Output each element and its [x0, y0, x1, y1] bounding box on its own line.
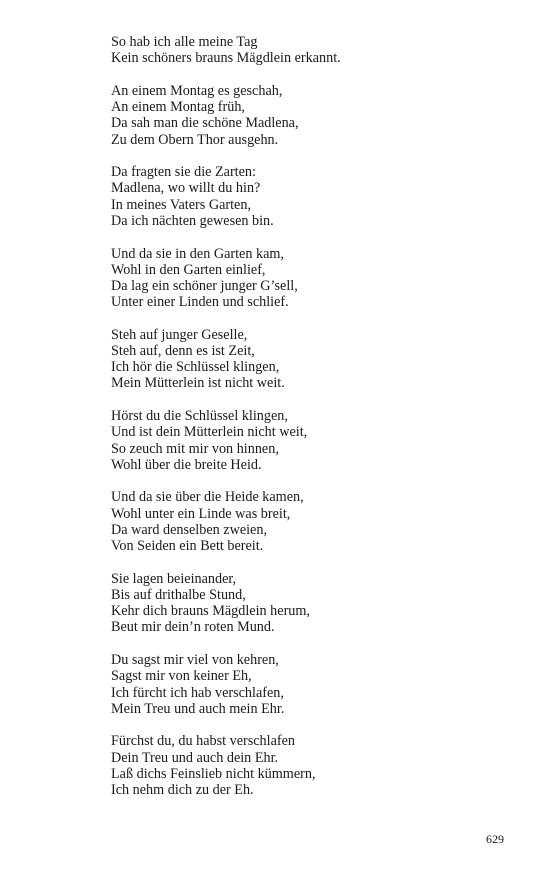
poem-line: Mein Treu und auch mein Ehr. — [111, 700, 285, 717]
poem-line: Wohl über die breite Heid. — [111, 456, 262, 473]
poem-line: Sagst mir von keiner Eh, — [111, 668, 252, 685]
poem-line: Du sagst mir viel von kehren, — [111, 652, 279, 669]
poem-line: An einem Montag früh, — [111, 99, 245, 116]
stanza-6 — [111, 408, 411, 473]
stanza-2 — [111, 83, 411, 148]
poem-line: Steh auf, denn es ist Zeit, — [111, 343, 255, 360]
poem-line: Unter einer Linden und schlief. — [111, 294, 289, 311]
poem-line: Sie lagen beieinander, — [111, 570, 237, 587]
poem-line: So hab ich alle meine Tag — [111, 34, 258, 50]
poem-line: So zeuch mit mir von hinnen, — [111, 440, 279, 457]
poem-line: Von Seiden ein Bett bereit. — [111, 538, 264, 555]
poem-line: Madlena, wo willt du hin? — [111, 180, 261, 197]
poem-line: Dein Treu und auch dein Ehr. — [111, 749, 279, 766]
poem-line: Mein Mütterlein ist nicht weit. — [111, 375, 285, 392]
poem-line: Wohl unter ein Linde was breit, — [111, 505, 291, 522]
poem-line: Bis auf drithalbe Stund, — [111, 586, 246, 603]
poem-line: Und ist dein Mütterlein nicht weit, — [111, 424, 308, 441]
poem-line: Wohl in den Garten einlief, — [111, 261, 266, 278]
poem-line: In meines Vaters Garten, — [111, 196, 251, 213]
poem-line: Und da sie über die Heide kamen, — [111, 489, 304, 506]
poem-line: Zu dem Obern Thor ausgehn. — [111, 131, 279, 148]
poem-line: Steh auf junger Geselle, — [111, 326, 248, 343]
poem-line: Hörst du die Schlüssel klingen, — [111, 408, 288, 425]
poem-line: Ich nehm dich zu der Eh. — [111, 782, 254, 799]
poem-line: Ich hör die Schlüssel klingen, — [111, 359, 280, 376]
poem-line: Beut mir dein’n roten Mund. — [111, 619, 275, 636]
stanza-5 — [111, 327, 411, 392]
poem-line: Da lag ein schöner junger G’sell, — [111, 277, 298, 294]
poem-line: Fürchst du, du habst verschlafen — [111, 733, 296, 750]
poem-text — [111, 34, 411, 815]
poem-line: An einem Montag es geschah, — [111, 82, 283, 99]
stanza-7 — [111, 489, 411, 554]
poem-line: Laß dichs Feinslieb nicht kümmern, — [111, 765, 316, 782]
poem-line: Und da sie in den Garten kam, — [111, 245, 284, 262]
poem-line: Ich fürcht ich hab verschlafen, — [111, 684, 284, 701]
stanza-1 — [111, 34, 411, 66]
poem-line: Da ward denselben zweien, — [111, 521, 267, 538]
page-number: 629 — [486, 832, 504, 846]
poem-line: Da fragten sie die Zarten: — [111, 164, 256, 181]
poem-line: Kein schöners brauns Mägdlein erkannt. — [111, 50, 341, 67]
stanza-10 — [111, 733, 411, 798]
poem-line: Kehr dich brauns Mägdlein herum, — [111, 603, 310, 620]
stanza-3 — [111, 164, 411, 229]
stanza-4 — [111, 246, 411, 311]
poem-line: Da sah man die schöne Madlena, — [111, 115, 299, 132]
stanza-9 — [111, 652, 411, 717]
poem-line: Da ich nächten gewesen bin. — [111, 212, 274, 229]
stanza-8 — [111, 571, 411, 636]
